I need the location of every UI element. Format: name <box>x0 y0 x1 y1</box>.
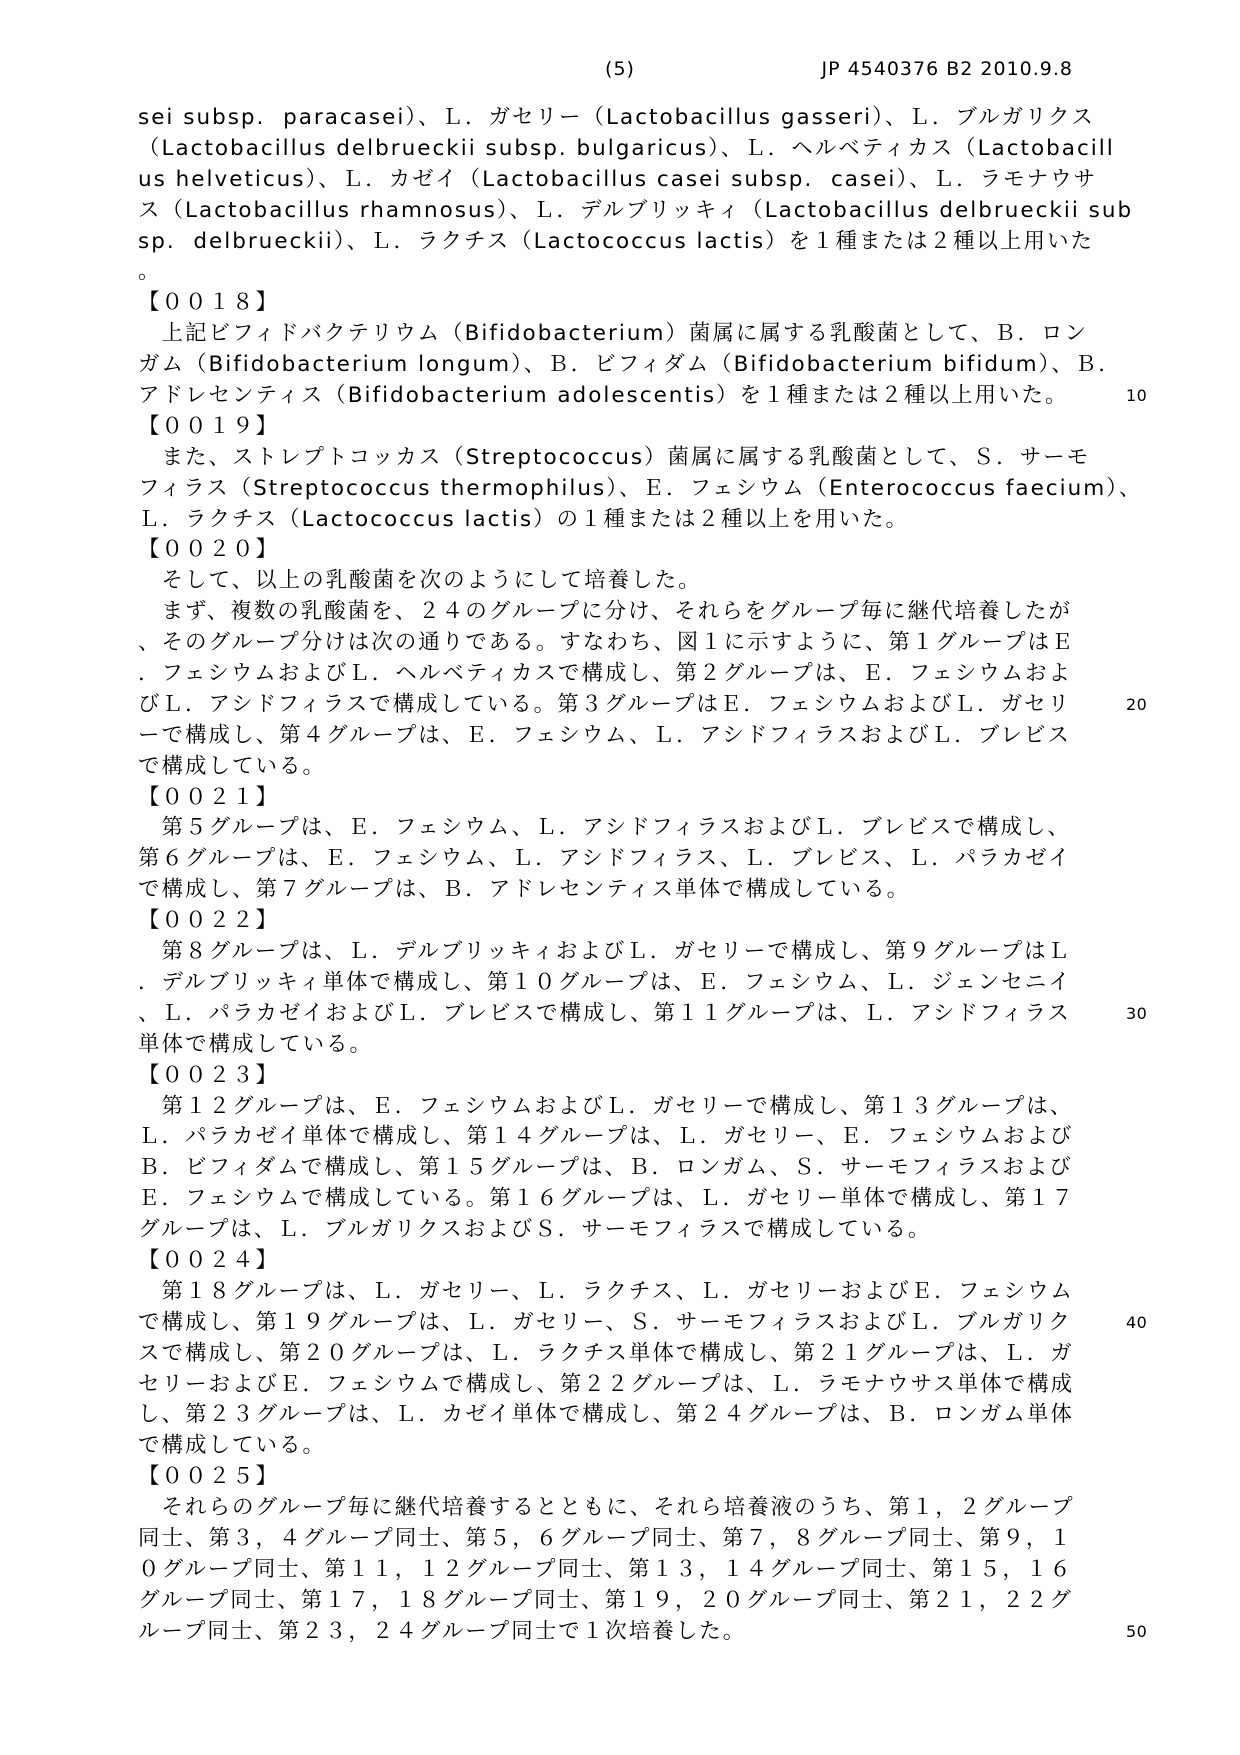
text-line: us helveticus）、Ｌ．カゼイ（Lactobacillus casei subsp. casei）、Ｌ．ラモナウサ <box>138 166 1098 192</box>
text-line: 【００２３】 <box>138 1062 280 1088</box>
text-line: ス（Lactobacillus rhamnosus）、Ｌ．デルブリッキィ（Lactobacillus delbrueckii sub <box>138 197 1134 223</box>
text-line: Ｌ．ラクチス（Lactococcus lactis）の１種または２種以上を用いた。 <box>138 506 910 532</box>
text-line: で構成し、第７グループは、Ｂ．アドレセンティス単体で構成している。 <box>138 877 911 903</box>
text-line: まず、複数の乳酸菌を、２４のグループに分け、それらをグループ毎に継代培養したが <box>138 599 1072 625</box>
text-line: Ｅ．フェシウムで構成している。第１６グループは、Ｌ．ガセリー単体で構成し、第１７ <box>138 1186 1075 1212</box>
text-line: ．フェシウムおよびＬ．ヘルベティカスで構成し、第２グループは、Ｅ．フェシウムおよ <box>138 661 1072 687</box>
text-line: 【００２１】 <box>138 784 280 810</box>
text-line: し、第２３グループは、Ｌ．カゼイ単体で構成し、第２４グループは、Ｂ．ロンガム単体 <box>138 1402 1074 1428</box>
text-line: Ｂ．ビフィダムで構成し、第１５グループは、Ｂ．ロンガム、Ｓ．サーモフィラスおよび <box>138 1155 1073 1181</box>
document-body <box>138 103 1143 1648</box>
text-line: で構成している。 <box>138 753 327 779</box>
page-header <box>0 56 1240 82</box>
text-line: 【００１８】 <box>138 290 280 316</box>
text-line: 【００２５】 <box>138 1464 280 1490</box>
text-line: びＬ．アシドフィラスで構成している。第３グループはＥ．フェシウムおよびＬ．ガセリ <box>138 691 1072 717</box>
margin-line-number: 30 <box>1126 1004 1148 1024</box>
text-line: 第１２グループは、Ｅ．フェシウムおよびＬ．ガセリーで構成し、第１３グループは、 <box>138 1093 1074 1119</box>
text-line: ．デルブリッキィ単体で構成し、第１０グループは、Ｅ．フェシウム、Ｌ．ジェンセニイ <box>138 969 1072 995</box>
text-line: 第８グループは、Ｌ．デルブリッキィおよびＬ．ガセリーで構成し、第９グループはＬ <box>138 939 1072 965</box>
text-line: スで構成し、第２０グループは、Ｌ．ラクチス単体で構成し、第２１グループは、Ｌ．ガ <box>138 1340 1074 1366</box>
text-line: sei subsp. paracasei）、Ｌ．ガセリー（Lactobacillus gasseri）、Ｌ．ブルガリクス <box>138 105 1095 130</box>
text-line: グループ同士、第１７，１８グループ同士、第１９，２０グループ同士、第２１，２２グ <box>138 1587 1073 1613</box>
text-line: 同士、第３，４グループ同士、第５，６グループ同士、第７，８グループ同士、第９，１ <box>138 1525 1073 1551</box>
text-line: 、そのグループ分けは次の通りである。すなわち、図１に示すように、第１グループはＥ <box>138 630 1075 656</box>
text-line: ガム（Bifidobacterium longum）、Ｂ．ビフィダム（Bifidobacterium bifidum）、Ｂ． <box>138 352 1122 378</box>
margin-line-number: 50 <box>1126 1622 1148 1642</box>
text-line: 第１８グループは、Ｌ．ガセリー、Ｌ．ラクチス、Ｌ．ガセリーおよびＥ．フェシウム <box>138 1278 1074 1304</box>
text-line: ループ同士、第２３，２４グループ同士で１次培養した。 <box>138 1618 747 1644</box>
text-line: アドレセンティス（Bifidobacterium adolescentis）を１種または２種以上用いた。 <box>138 383 1069 409</box>
text-line: で構成し、第１９グループは、Ｌ．ガセリー、Ｓ．サーモフィラスおよびＬ．ブルガリク <box>138 1309 1072 1335</box>
text-line: Ｌ．パラカゼイ単体で構成し、第１４グループは、Ｌ．ガセリー、Ｅ．フェシウムおよび <box>138 1124 1074 1150</box>
text-line: 。 <box>138 259 162 285</box>
page-number: (5) <box>605 58 635 80</box>
text-line: ーで構成し、第４グループは、Ｅ．フェシウム、Ｌ．アシドフィラスおよびＬ．ブレビス <box>138 722 1071 748</box>
text-line: 【００２０】 <box>138 537 280 563</box>
text-line: 【００１９】 <box>138 413 280 439</box>
text-line: それらのグループ毎に継代培養するとともに、それら培養液のうち、第１，２グループ <box>138 1495 1075 1521</box>
text-line: 【００２４】 <box>138 1247 280 1273</box>
text-line: 、Ｌ．パラカゼイおよびＬ．ブレビスで構成し、第１１グループは、Ｌ．アシドフィラス <box>138 1000 1071 1026</box>
text-line: 第６グループは、Ｅ．フェシウム、Ｌ．アシドフィラス、Ｌ．ブレビス、Ｌ．パラカゼイ <box>138 846 1072 872</box>
text-line: 単体で構成している。 <box>138 1031 374 1057</box>
text-line: 第５グループは、Ｅ．フェシウム、Ｌ．アシドフィラスおよびＬ．ブレビスで構成し、 <box>138 815 1071 841</box>
text-line: そして、以上の乳酸菌を次のようにして培養した。 <box>138 568 702 594</box>
text-line: （Lactobacillus delbrueckii subsp. bulgaricus）、Ｌ．ヘルベティカス（Lactobacill <box>138 135 1115 161</box>
text-line: グループは、Ｌ．ブルガリクスおよびＳ．サーモフィラスで構成している。 <box>138 1217 932 1243</box>
text-line: セリーおよびＥ．フェシウムで構成し、第２２グループは、Ｌ．ラモナウサス単体で構成 <box>138 1371 1075 1397</box>
text-line: 上記ビフィドバクテリウム（Bifidobacterium）菌属に属する乳酸菌として、Ｂ．ロン <box>138 321 1088 347</box>
text-line: また、ストレプトコッカス（Streptococcus）菌属に属する乳酸菌として、Ｓ．サーモ <box>138 444 1091 470</box>
text-line: ０グループ同士、第１１，１２グループ同士、第１３，１４グループ同士、第１５，１６ <box>138 1556 1073 1582</box>
text-line: で構成している。 <box>138 1433 327 1459</box>
publication-reference: JP 4540376 B2 2010.9.8 <box>821 58 1073 80</box>
text-line: sp. delbrueckii）、Ｌ．ラクチス（Lactococcus lactis）を１種または２種以上用いた <box>138 228 1095 254</box>
margin-line-number: 20 <box>1126 695 1148 715</box>
margin-line-number: 40 <box>1126 1313 1148 1333</box>
margin-line-number: 10 <box>1126 386 1148 406</box>
text-line: フィラス（Streptococcus thermophilus）、Ｅ．フェシウム（Enterococcus faecium）、 <box>138 475 1143 501</box>
text-line: 【００２２】 <box>138 908 280 934</box>
